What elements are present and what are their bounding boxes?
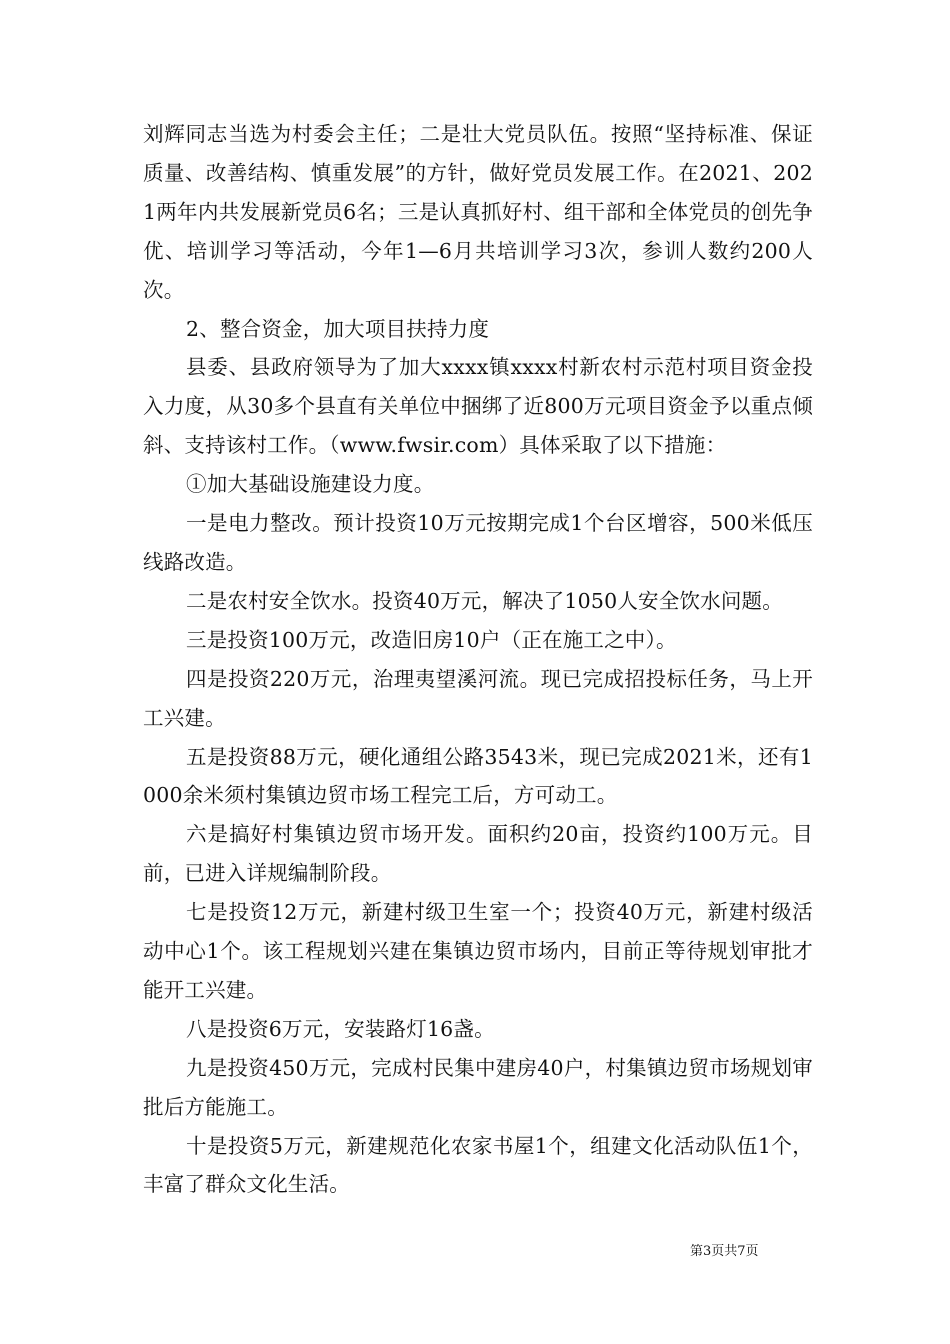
list-item-power: 一是电力整改。预计投资10万元按期完成1个台区增容，500米低压线路改造。 (143, 511, 813, 574)
list-item-market: 六是搞好村集镇边贸市场开发。面积约20亩，投资约100万元。目前，已进入详规编制阶段。 (143, 822, 813, 886)
list-item-road: 五是投资88万元，硬化通组公路3543米，现已完成2021米，还有1000余米须村集镇边贸市场工程完工后，方可动工。 (143, 744, 813, 808)
list-item-clinic: 七是投资12万元，新建村级卫生室一个；投资40万元，新建村级活动中心1个。该工程规划兴建在集镇边贸市场内，目前正等待规划审批才能开工兴建。 (143, 900, 813, 1002)
paragraph-funding-intro: 县委、县政府领导为了加大xxxx镇xxxx村新农村示范村项目资金投入力度，从30多个县直有关单位中捆绑了近800万元项目资金予以重点倾斜、支持该村工作。（www.fwsir.com）具体采取了以下措施： (143, 355, 813, 458)
list-item-resettlement: 九是投资450万元，完成村民集中建房40户，村集镇边贸市场规划审批后方能施工。 (143, 1055, 813, 1119)
document-body (143, 115, 813, 1204)
list-item-streetlights: 八是投资6万元，安装路灯16盏。 (186, 1016, 495, 1041)
subheading-infrastructure: ①加大基础设施建设力度。 (186, 472, 435, 497)
list-item-library: 十是投资5万元，新建规范化农家书屋1个，组建文化活动队伍1个，丰富了群众文化生活。 (143, 1133, 813, 1197)
list-item-river: 四是投资220万元，治理夷望溪河流。现已完成招投标任务，马上开工兴建。 (143, 666, 813, 730)
page-number: 第3页共7页 (690, 1244, 759, 1259)
list-item-housing: 三是投资100万元，改造旧房10户（正在施工之中）。 (186, 627, 677, 652)
section-heading-funding: 2、整合资金，加大项目扶持力度 (186, 316, 490, 341)
paragraph-party-members: 刘辉同志当选为村委会主任；二是壮大党员队伍。按照“坚持标准、保证质量、改善结构、慎重发展”的方针，做好党员发展工作。在2021、2021两年内共发展新党员6名；三是认真抓好村、组干部和全体党员的创先争优、培训学习等活动，今年1—6月共培训学习3次，参训人数约200人次。 (143, 122, 813, 302)
list-item-water: 二是农村安全饮水。投资40万元，解决了1050人安全饮水问题。 (186, 588, 783, 613)
